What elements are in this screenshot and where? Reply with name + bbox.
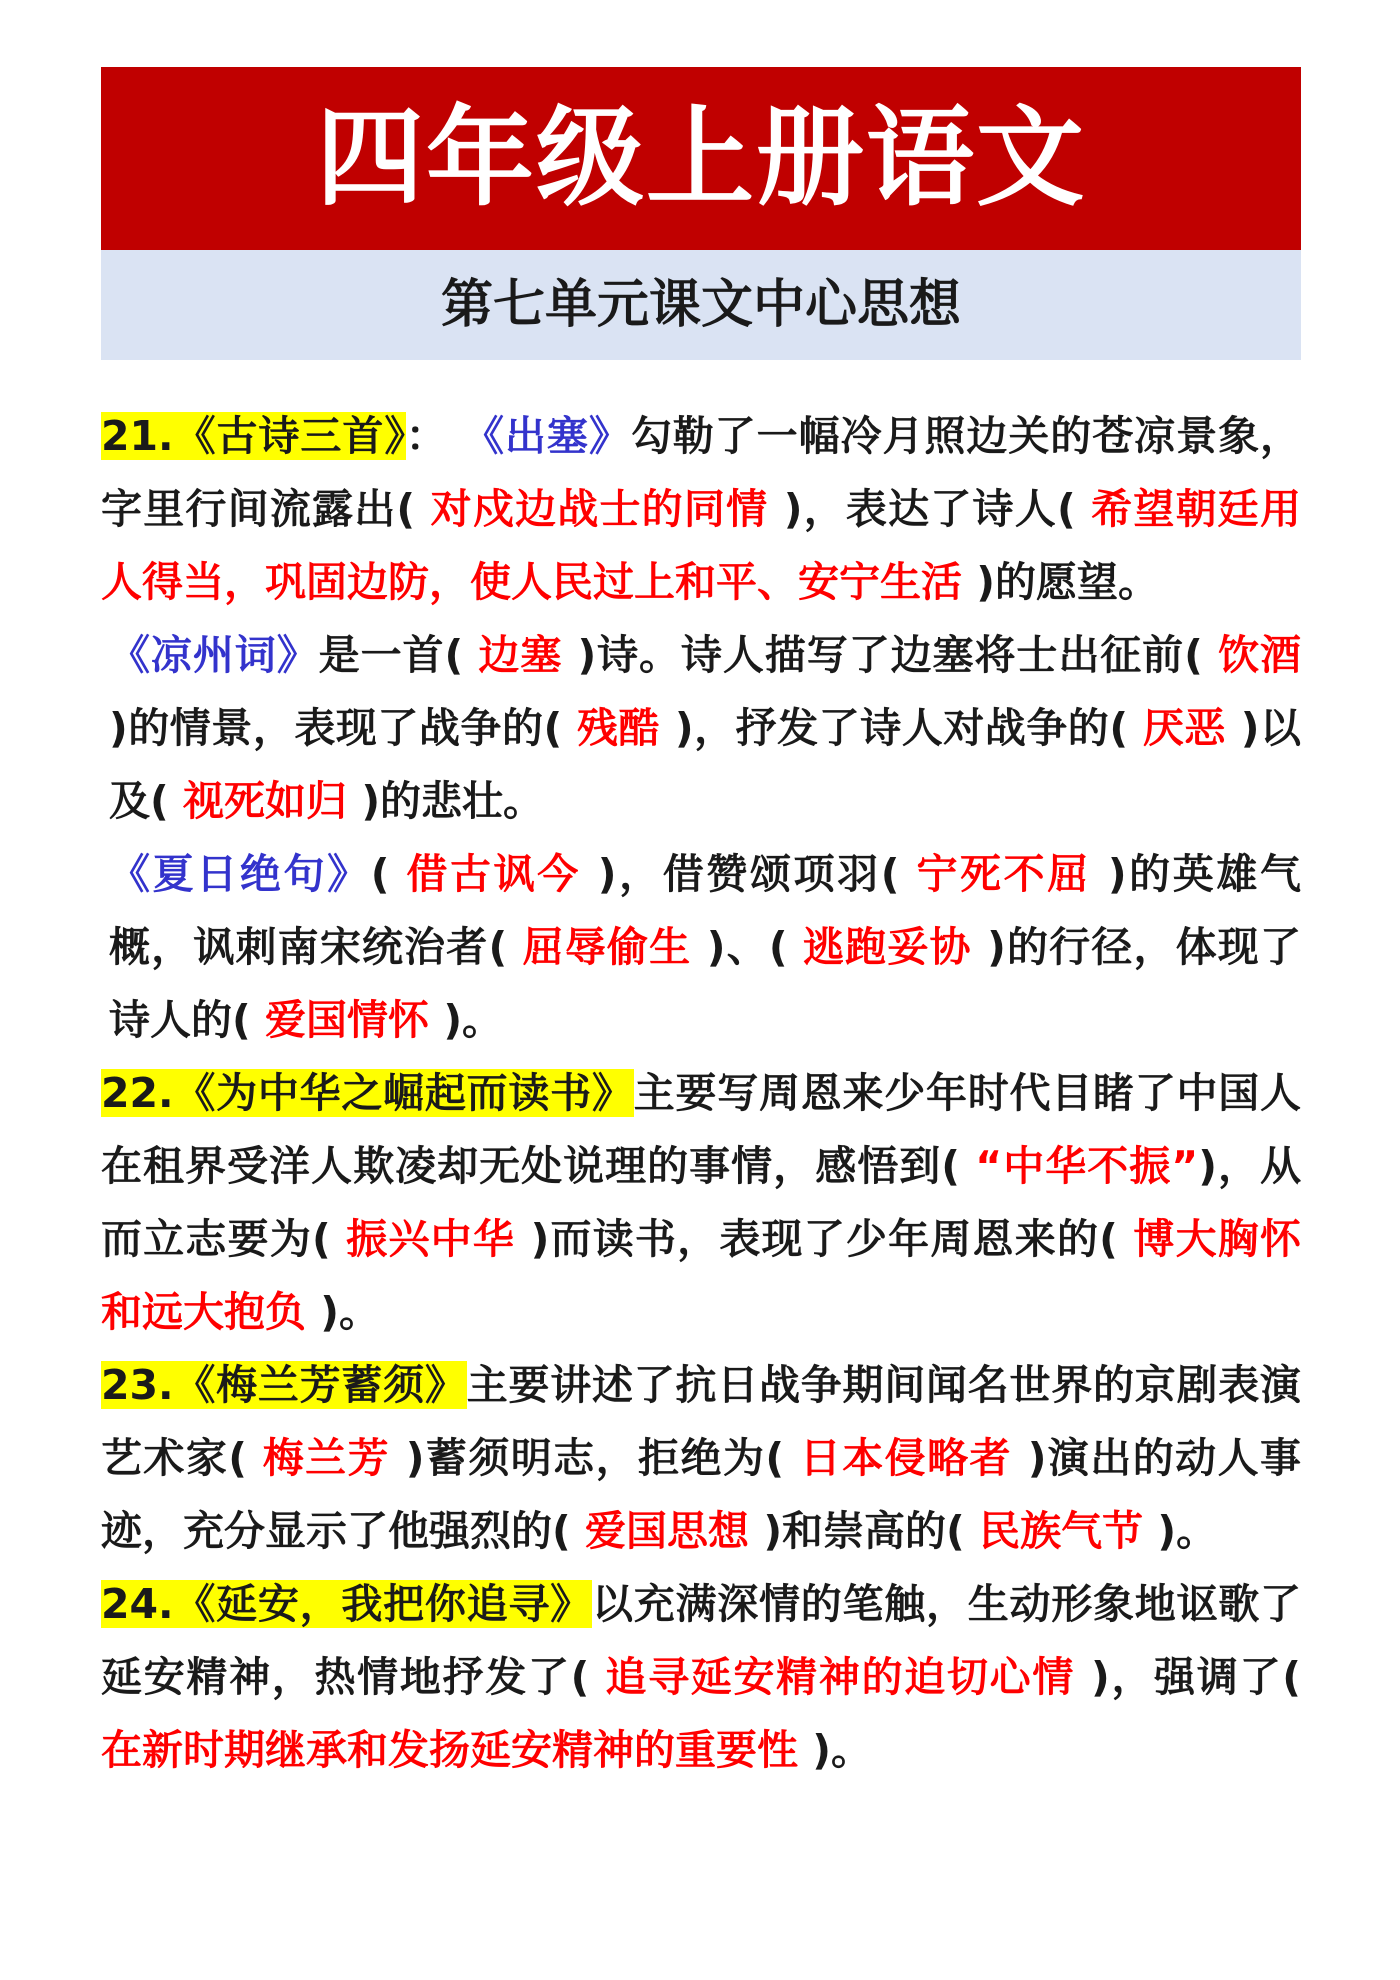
body-text: )的悲壮。	[361, 777, 545, 825]
body-text: )，抒发了诗人对战争的(	[674, 704, 1129, 752]
content-body	[101, 400, 1301, 1787]
body-text: (	[370, 850, 390, 898]
body-text: )，强调了(	[1091, 1653, 1302, 1701]
body-text: )，借赞颂项羽(	[597, 850, 900, 898]
body-text: )诗。诗人描写了边塞将士出征前(	[577, 631, 1203, 679]
body-text: )。	[443, 996, 504, 1044]
body-text: 勾勒了一幅冷月照边关的苍凉景象，字里行间流露出(	[101, 412, 1302, 533]
item-22-heading	[101, 1069, 634, 1117]
body-text: )、(	[706, 923, 788, 971]
answer-text: 爱国情怀	[265, 996, 430, 1044]
body-text: 主要讲述了抗日战争期间闻名世界的京剧表演艺术家(	[101, 1361, 1302, 1482]
body-text: )的行径，体现了诗人的(	[109, 923, 1301, 1044]
answer-text: 希望朝廷用人得当，巩固边防，使人民过上和平、安宁生活	[101, 485, 1301, 606]
item-24-heading	[101, 1580, 592, 1628]
item-23-heading	[101, 1361, 467, 1409]
body-text: )而读书，表现了少年周恩来的(	[530, 1215, 1118, 1263]
answer-text: 振兴中华	[346, 1215, 516, 1263]
body-text: 以充满深情的笔触，生动形象地讴歌了延安精神，热情地抒发了(	[101, 1580, 1302, 1701]
lesson-title: 《古诗三首》	[173, 412, 406, 460]
answer-text: 屈辱偷生	[522, 923, 692, 971]
answer-text: 追寻延安精神的迫切心情	[605, 1653, 1076, 1701]
answer-text: 日本侵略者	[799, 1434, 1012, 1482]
item-number: 21.	[101, 412, 174, 460]
lesson-title: 《梅兰芳蓄须》	[173, 1361, 467, 1409]
answer-text: 爱国思想	[585, 1507, 750, 1555]
body-text: )以及(	[109, 704, 1301, 825]
poem-title: 《夏日绝句》	[109, 850, 371, 898]
item-number: 23.	[101, 1361, 174, 1409]
answer-text: 借古讽今	[406, 850, 581, 898]
answer-text: 视死如归	[183, 777, 348, 825]
answer-text: 逃跑妥协	[803, 923, 972, 971]
item-21-heading	[101, 412, 406, 460]
body-text: )的情景，表现了战争的(	[109, 704, 563, 752]
body-text: )演出的动人事迹，充分显示了他强烈的(	[101, 1434, 1302, 1555]
body-text: )的英雄气概，讽刺南宋统治者(	[109, 850, 1302, 971]
answer-text: 梅兰芳	[262, 1434, 391, 1482]
body-text: )。	[320, 1288, 381, 1336]
body-text: )。	[812, 1726, 873, 1774]
body-text: )。	[1157, 1507, 1218, 1555]
title-banner	[101, 67, 1301, 250]
answer-text: 残酷	[577, 704, 661, 752]
answer-text: 博大胸怀和远大抱负	[101, 1215, 1302, 1336]
colon: ：	[405, 412, 448, 460]
answer-text: 宁死不屈	[916, 850, 1091, 898]
subtitle-banner	[101, 250, 1301, 360]
answer-text: 对戍边战士的同情	[430, 485, 769, 533]
answer-text: 民族气节	[979, 1507, 1144, 1555]
answer-text: 边塞	[478, 631, 563, 679]
lesson-title: 《延安，我把你追寻》	[173, 1580, 592, 1628]
poem-title: 《出塞》	[462, 412, 631, 460]
lesson-title: 《为中华之崛起而读书》	[173, 1069, 634, 1117]
item-number: 22.	[101, 1069, 174, 1117]
poem-title: 《凉州词》	[109, 631, 319, 679]
body-text: )的愿望。	[976, 558, 1160, 606]
item-24-paragraph	[101, 1568, 1301, 1787]
page-subtitle: 第七单元课文中心思想	[440, 275, 961, 335]
item-21-paragraph	[101, 400, 1301, 619]
item-22-paragraph	[101, 1057, 1301, 1349]
body-text: )，从而立志要为(	[101, 1142, 1301, 1263]
answer-text: “中华不振”	[975, 1142, 1199, 1190]
body-text: )蓄须明志，拒绝为(	[405, 1434, 785, 1482]
body-text: )和崇高的(	[763, 1507, 965, 1555]
page-title: 四年级上册语文	[315, 95, 1086, 221]
answer-text: 厌恶	[1142, 704, 1226, 752]
item-23-paragraph	[101, 1349, 1301, 1568]
poem-liangzhouci-paragraph	[101, 619, 1301, 838]
answer-text: 在新时期继承和发扬延安精神的重要性	[101, 1726, 798, 1774]
answer-text: 饮酒	[1218, 631, 1301, 679]
body-text: 主要写周恩来少年时代目睹了中国人在租界受洋人欺凌却无处说理的事情，感悟到(	[101, 1069, 1302, 1190]
item-number: 24.	[101, 1580, 174, 1628]
body-text: )，表达了诗人(	[783, 485, 1076, 533]
body-text: 是一首(	[318, 631, 464, 679]
poem-xiarijueju-paragraph	[101, 838, 1301, 1057]
